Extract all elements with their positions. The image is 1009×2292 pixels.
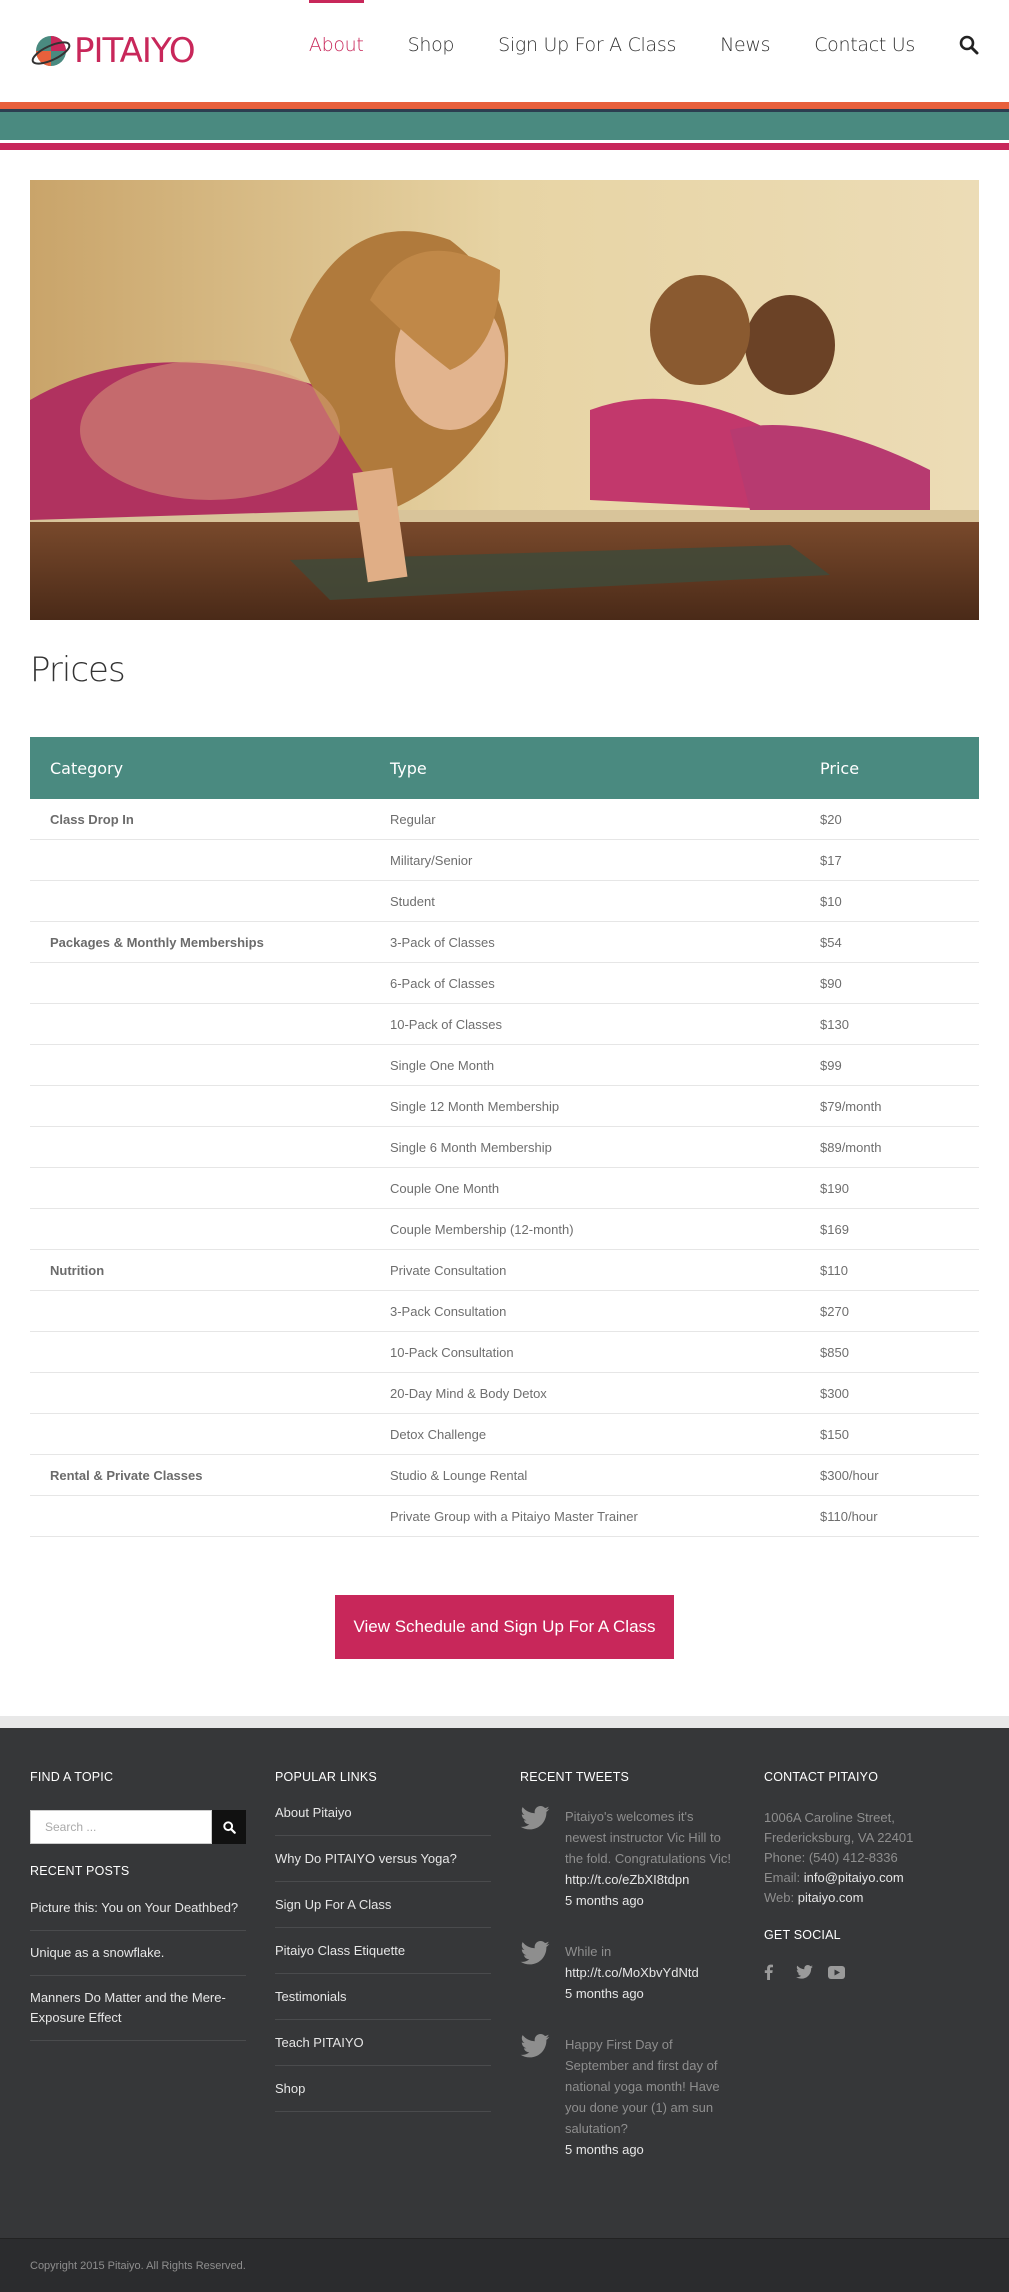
row-type: Regular: [390, 811, 436, 827]
footer-col-tweets: [520, 1770, 736, 2160]
column-header-category: Category: [50, 758, 124, 778]
table-row: [30, 1291, 979, 1332]
copyright-text: Copyright 2015 Pitaiyo. All Rights Reserved.: [0, 2238, 1009, 2292]
row-price: $190: [820, 1180, 849, 1196]
table-row: [30, 922, 979, 963]
row-price: $110/hour: [820, 1508, 878, 1524]
nav-item-contact[interactable]: Contact Us: [814, 34, 915, 56]
table-row: [30, 1168, 979, 1209]
tweet-text: Happy First Day of September and first day of national yoga month! Have you done your (1) am sun salutation?: [565, 2037, 720, 2136]
row-price: $20: [820, 811, 842, 827]
recent-post-link[interactable]: Manners Do Matter and the Mere-Exposure Effect: [30, 1976, 246, 2041]
row-price: $300/hour: [820, 1467, 879, 1483]
row-price: $110: [820, 1262, 848, 1278]
row-type: Single 12 Month Membership: [390, 1098, 560, 1114]
site-header: [0, 0, 1009, 102]
footer-heading-get-social: GET SOCIAL: [764, 1928, 841, 1942]
row-type: 10-Pack of Classes: [390, 1016, 502, 1032]
row-price: $10: [820, 893, 842, 909]
table-row: [30, 963, 979, 1004]
row-type: Student: [390, 893, 435, 909]
popular-link[interactable]: Shop: [275, 2066, 491, 2112]
row-price: $90: [820, 975, 842, 991]
nav-item-sign-up[interactable]: Sign Up For A Class: [498, 34, 677, 56]
row-price: $17: [820, 852, 842, 868]
footer-search: [30, 1810, 246, 1844]
recent-post-link[interactable]: Unique as a snowflake.: [30, 1931, 246, 1976]
tweet-text: While in: [565, 1944, 612, 1959]
row-price: $79/month: [820, 1098, 882, 1114]
footer-heading-recent-tweets: RECENT TWEETS: [520, 1770, 630, 1784]
page-title: Prices: [30, 650, 125, 690]
nav-item-news[interactable]: News: [720, 34, 771, 56]
price-table: [30, 737, 979, 1537]
contact-email-label: Email:: [764, 1870, 801, 1885]
nav-item-about[interactable]: About: [309, 0, 364, 90]
row-type: Couple One Month: [390, 1180, 500, 1196]
search-icon[interactable]: [959, 35, 979, 55]
twitter-icon[interactable]: [796, 1964, 828, 1980]
popular-link[interactable]: Sign Up For A Class: [275, 1882, 491, 1928]
contact-web-label: Web:: [764, 1890, 795, 1905]
table-row: [30, 1414, 979, 1455]
contact-address-line1: 1006A Caroline Street,: [764, 1810, 895, 1825]
table-row: [30, 1455, 979, 1496]
row-price: $169: [820, 1221, 849, 1237]
row-price: $54: [820, 934, 842, 950]
twitter-icon: [520, 2034, 550, 2058]
row-type: Detox Challenge: [390, 1426, 487, 1442]
row-type: Military/Senior: [390, 852, 473, 868]
contact-address-line2: Fredericksburg, VA 22401: [764, 1830, 914, 1845]
tweet-time[interactable]: 5 months ago: [565, 1986, 644, 2001]
table-row: [30, 840, 979, 881]
row-price: $850: [820, 1344, 849, 1360]
tweet-link[interactable]: http://t.co/MoXbvYdNtd: [565, 1965, 699, 1980]
row-price: $130: [820, 1016, 849, 1032]
row-type: 10-Pack Consultation: [390, 1344, 514, 1360]
popular-link[interactable]: Testimonials: [275, 1974, 491, 2020]
row-price: $99: [820, 1057, 842, 1073]
popular-link[interactable]: About Pitaiyo: [275, 1790, 491, 1836]
footer-heading-recent-posts: RECENT POSTS: [30, 1864, 130, 1878]
footer-heading-find-topic: FIND A TOPIC: [30, 1770, 114, 1784]
footer-heading-popular-links: POPULAR LINKS: [275, 1770, 377, 1784]
footer-col-popular-links: [275, 1770, 491, 2112]
table-row: [30, 1332, 979, 1373]
row-price: $270: [820, 1303, 849, 1319]
nav-item-shop[interactable]: Shop: [407, 34, 455, 56]
tweet-time[interactable]: 5 months ago: [565, 2142, 644, 2157]
row-price: $150: [820, 1426, 849, 1442]
row-type: 3-Pack Consultation: [390, 1303, 507, 1319]
tweet-time[interactable]: 5 months ago: [565, 1893, 644, 1908]
header-stripes: [0, 102, 1009, 150]
facebook-icon[interactable]: [764, 1964, 796, 1980]
footer-divider: [0, 1716, 1009, 1728]
search-icon: [223, 1821, 236, 1834]
column-header-type: Type: [390, 758, 427, 778]
contact-email-link[interactable]: info@pitaiyo.com: [803, 1870, 904, 1885]
table-row: [30, 1045, 979, 1086]
row-category: Rental & Private Classes: [50, 1467, 203, 1483]
row-category: Class Drop In: [50, 811, 134, 827]
table-row: [30, 799, 979, 840]
column-header-price: Price: [820, 758, 860, 778]
row-type: 6-Pack of Classes: [390, 975, 495, 991]
table-row: [30, 1496, 979, 1537]
contact-web-link[interactable]: pitaiyo.com: [797, 1890, 864, 1905]
row-price: $89/month: [820, 1139, 882, 1155]
tweet-text: Pitaiyo's welcomes it's newest instructor Vic Hill to the fold. Congratulations Vic!: [565, 1809, 731, 1866]
popular-link[interactable]: Pitaiyo Class Etiquette: [275, 1928, 491, 1974]
table-header: [30, 737, 979, 799]
footer-heading-contact: CONTACT PITAIYO: [764, 1770, 879, 1784]
tweet: [520, 1806, 736, 1911]
table-row: [30, 1127, 979, 1168]
row-price: $300: [820, 1385, 849, 1401]
twitter-icon: [520, 1941, 550, 1965]
footer-col-contact: [764, 1770, 980, 1980]
popular-link[interactable]: Teach PITAIYO: [275, 2020, 491, 2066]
table-row: [30, 881, 979, 922]
logo-text: PITAIYO: [74, 31, 195, 71]
contact-phone-label: Phone:: [764, 1850, 806, 1865]
row-type: Studio & Lounge Rental: [390, 1467, 528, 1483]
tweet-link[interactable]: http://t.co/eZbXI8tdpn: [565, 1872, 690, 1887]
row-type: Single 6 Month Membership: [390, 1139, 552, 1155]
site-footer: [0, 1728, 1009, 2238]
view-schedule-button[interactable]: View Schedule and Sign Up For A Class: [335, 1595, 674, 1659]
tweet: [520, 1941, 736, 2004]
recent-post-link[interactable]: Picture this: You on Your Deathbed?: [30, 1886, 246, 1931]
search-input[interactable]: Search ...: [30, 1810, 212, 1844]
row-type: Private Consultation: [390, 1262, 507, 1278]
popular-link[interactable]: Why Do PITAIYO versus Yoga?: [275, 1836, 491, 1882]
hero-image-yoga-class: [30, 180, 979, 620]
row-type: Private Group with a Pitaiyo Master Trainer: [390, 1508, 638, 1524]
row-type: 3-Pack of Classes: [390, 934, 495, 950]
search-button[interactable]: [212, 1810, 246, 1844]
youtube-icon[interactable]: [828, 1964, 860, 1980]
row-type: Couple Membership (12-month): [390, 1221, 574, 1237]
twitter-icon: [520, 1806, 550, 1830]
footer-col-topics: [30, 1770, 246, 2041]
tweet: [520, 2034, 736, 2160]
row-type: Single One Month: [390, 1057, 495, 1073]
main-nav: [309, 0, 1009, 90]
logo-planet-icon: [30, 30, 72, 72]
table-row: [30, 1373, 979, 1414]
row-type: 20-Day Mind & Body Detox: [390, 1385, 547, 1401]
table-row: [30, 1209, 979, 1250]
row-category: Nutrition: [50, 1262, 105, 1278]
social-links: [764, 1964, 980, 1980]
site-logo[interactable]: [30, 28, 205, 74]
table-row: [30, 1250, 979, 1291]
contact-phone: (540) 412-8336: [808, 1850, 898, 1865]
table-row: [30, 1004, 979, 1045]
table-row: [30, 1086, 979, 1127]
row-category: Packages & Monthly Memberships: [50, 934, 264, 950]
